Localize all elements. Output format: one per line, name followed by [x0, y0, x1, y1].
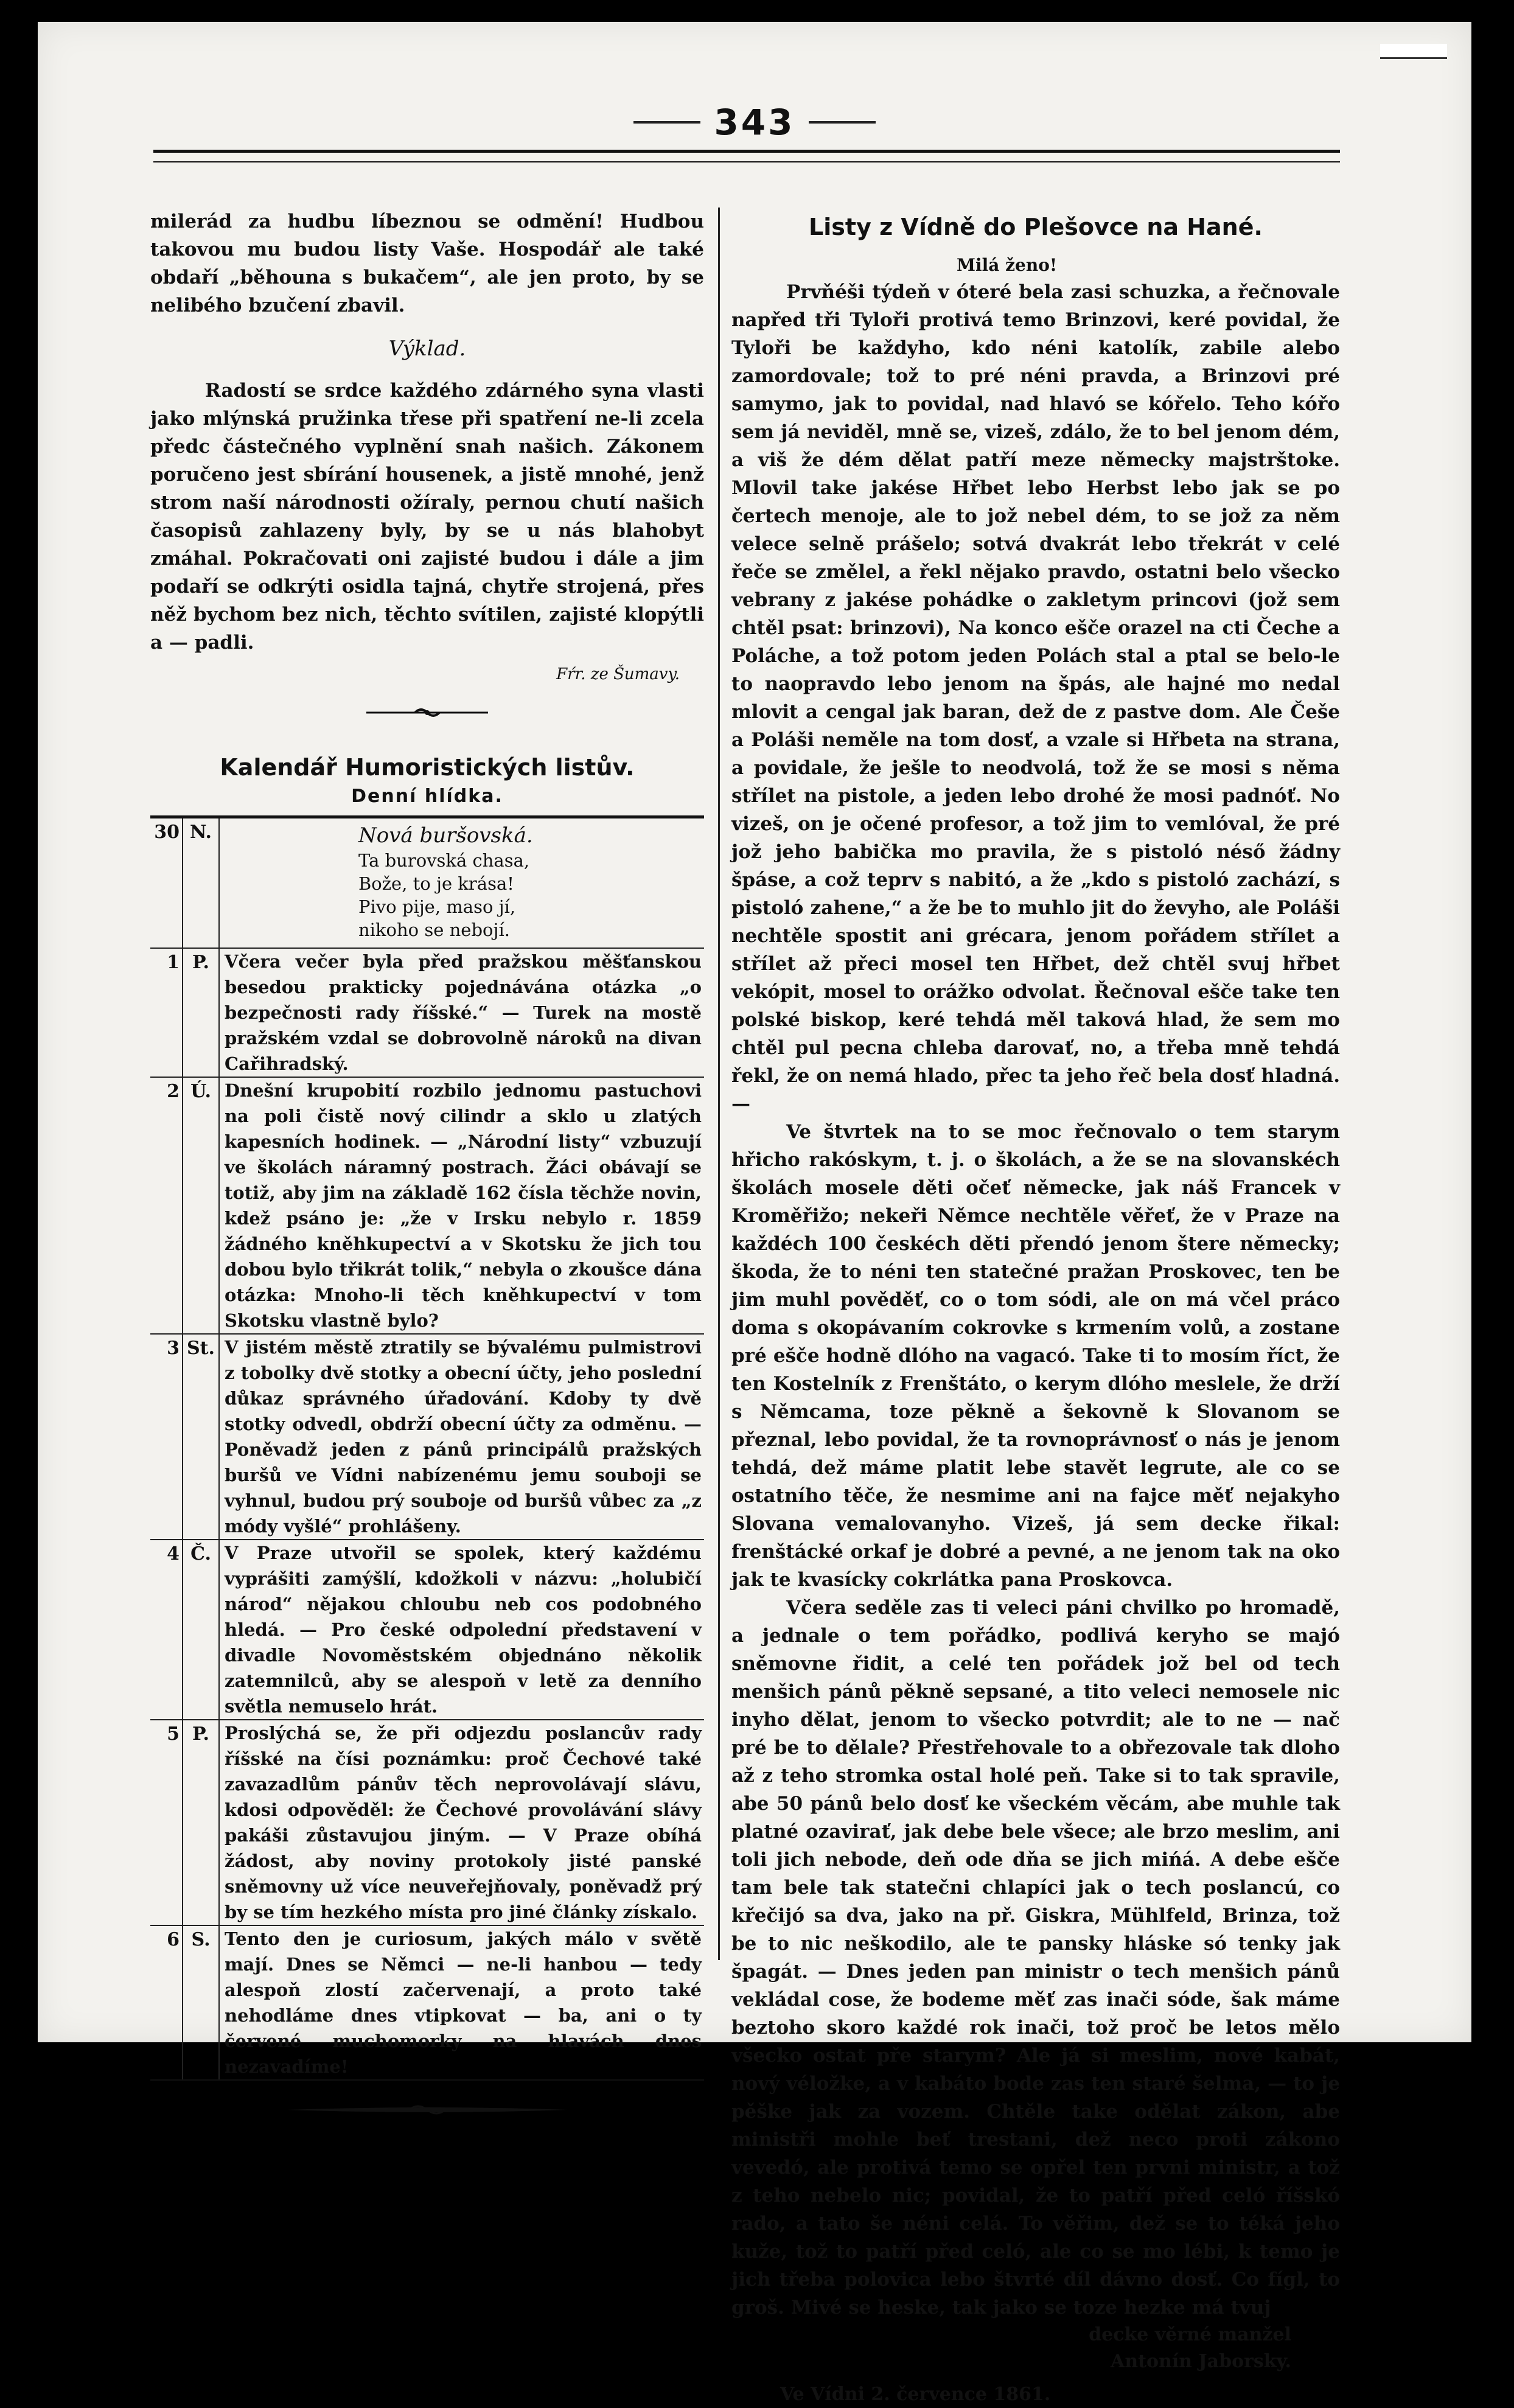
letter-closing-line: decke věrné manžel — [1089, 2324, 1291, 2345]
vyklad-heading: Výklad. — [388, 337, 466, 361]
calendar-row-3 — [150, 1335, 704, 1540]
calendar-day: 3 — [150, 1335, 183, 1539]
calendar-entry-text: V Praze utvořil se spolek, který každému vyprášiti zamýšlí, kdožkoli v názvu: „holubičí národ“ nějakou chloubu neb cos podobného hledá. — Pro české odpolední představení v divadle Novoměstském objednáno několik zatemnilců, aby se alespoň v letě za denního světla nemuselo hrát. — [225, 1543, 702, 1717]
poem-title: Nová buršovská. — [358, 823, 533, 848]
header-rule — [153, 150, 1340, 162]
calendar-row-5 — [150, 1720, 704, 1926]
calendar-weekday: St. — [183, 1335, 220, 1539]
calendar-poem — [220, 818, 704, 947]
letter-signature: Antonín Jaborsky. — [1111, 2351, 1291, 2372]
calendar-subtitle: Denní hlídka. — [351, 786, 503, 807]
poem-line: nikoho se nebojí. — [358, 920, 510, 940]
flourish-icon — [275, 2103, 579, 2117]
calendar-weekday: Č. — [183, 1540, 220, 1719]
calendar-row-2 — [150, 1078, 704, 1335]
letter-title: Listy z Vídně do Plešovce na Hané. — [809, 214, 1263, 240]
page-number: 343 — [714, 102, 795, 143]
letter-paragraph-3: Včera seděle zas ti veleci páni chvilko po hromadě, a jednale o tem pořádko, podlivá keryho se majó sněmovne řidit, a celé ten pořádek jož bel od tech menšich pánů pěkně sepsané, a tito veleci nemosele nic inyho dělat, jenom to všecko potvrdit; ale to ne — nač pré be to dělale? Přestřehovale to a obřezovale tak dloho až z teho stromka ostal holé peň. Take si to tak spravile, abe 50 pánů belo dosť ke všeckém věcám, abe muhle tak platné ozavirať, jak debe bele všece; ale brzo meslim, ani toli jich nebode, deň ode dňa se jich mińá. A debe ešče tam bele tak statečni chlapíci jak o tech poslancú, co křečijó sa dva, jako na př. Giskra, Mühlfeld, Brinza, tož be to nic neškodilo, ale te pansky hláske só tenky jak špagát. — Dnes jeden pan ministr o tech menšich pánů vekládal cose, že bodeme měť zas inači sóde, šak máme beztoho skoro každé rok inači, tož proč be letos mělo všecko ostat pře starym? Ale já si meslim, nové kabát, nový véložke, a v kabáto bode zas ten staré šelma, — to je pěške jak za vozem. Chtěle take odělat zákon, abe ministři mohle beť trestani, dež neco proti zákono vevedó, ale protivá temo se opřel ten prvni ministr, a tož z teho nebelo nic; povidal, že to patří před celó říšskó rado, a tato še néni celá. To věřim, dež se to téká jeho kuže, tož to patří před celó, ale co se mo lébi, k temo je jich třeba polovica lebo štvrté díl dávno dosť. Co fígl, to groš. Mivé se heske, tak jako se toze hezke má tvuj — [731, 1597, 1340, 2319]
poem-line: Pivo pije, maso jí, — [358, 896, 516, 917]
calendar-entry-text: Tento den je curiosum, jakých málo v světě mají. Dnes se Němci — ne-li hanbou — tedy alespoň zlostí začervenají, a proto také nehodláme dnes vtipkovat — ba, ani o ty červené muchomorky na hlavách dnes nezavadíme! — [225, 1928, 702, 2077]
calendar-row-6 — [150, 1926, 704, 2079]
calendar-day: 2 — [150, 1078, 183, 1333]
header-dash-left — [633, 121, 700, 124]
left-paragraph-2: Radostí se srdce každého zdárného syna vlasti jako mlýnská pružinka třese při spatření ne-li zcela předc částečného vyplnění snah našich. Zákonem poručeno jest sbírání housenek, a jistě mnohé, jenž strom naší národnosti ožíraly, pernou chutí našich časopisů zahlazeny byly, by se u nás blahobyt zmáhal. Pokračovati oni zajisté budou i dále a jim podaří se odkrýti osidla tajná, chytře strojená, přes něž bychom bez nich, těchto svítilen, zajisté klopýtli a — padli. — [150, 380, 704, 654]
calendar-day: 4 — [150, 1540, 183, 1719]
left-column — [150, 208, 704, 2133]
calendar-weekday: N. — [183, 818, 220, 947]
calendar-day: 1 — [150, 949, 183, 1077]
calendar-day: 5 — [150, 1720, 183, 1925]
newspaper-page — [38, 22, 1471, 2405]
calendar-weekday: S. — [183, 1926, 220, 2079]
letter-dateline: Ve Vídni 2. července 1861. — [780, 2384, 1051, 2405]
letter-paragraph-2: Ve štvrtek na to se moc řečnovalo o tem starym hřicho rakóskym, t. j. o školách, a že se na slovanskéch školách mosele děti očeť německe, jak náš Francek v Kroměřižo; nekeři Němce nechtěle věřeť, že v Praze na každéch 100 českéch děti přendó jenom štere německy; škoda, že to néni ten statečné pražan Proskovec, ten be jim muhl pověděť, co o tom sódi, ale on má včel práco doma s okopávaním cokrovke s krmením volů, a zostane pré ešče hodně dlóho na vagacó. Take ti to mosím říct, že ten Kostelník z Frenštáto, o kerym dlóho meslele, že drží s Němcama, toze pěkně a šekovně k Slovanom se přeznal, lebo povidal, že ta rovnoprávnosť o nás je jenom tehdá, dež máme platit lebe stavět legrute, ale co se ostatního těče, že nesmime ani na fajce měť nejakyho Slovana vemalovanyho. Vizeš, já sem decke řikal: frenštácké orkaf je dobré a pevné, a ne jenom tak na oko jak te kvasícky cokrlátka pana Proskovca. — [731, 1121, 1340, 1591]
poem-block — [225, 818, 702, 947]
poem-line: Ta burovská chasa, — [358, 850, 530, 871]
right-column — [731, 208, 1340, 2408]
calendar-weekday: P. — [183, 949, 220, 1077]
letter-paragraph-1: Prvňéši týdeň v óteré bela zasi schuzka, a řečnovale napřed tři Tyloři protivá temo Brinzovi, keré povidal, že Tyloři be každyho, kdo néni katolík, zabile alebo zamordovale; tož to pré néni pravda, a Brinzovi pré samymo, jak to povidal, nad hlavó se kóřelo. Teho kóřo sem já neviděl, mně se, vizeš, zdálo, že to bel jenom dém, a viš že dém dělat patří meze německy majstrštoke. Mlovil take jakése Hřbet lebo Herbst lebo jak se po čertech menoje, ale to jož nebel dém, to se jož za něm velece selně prášelo; sotvá dvakrát lebo třekrát v celé řeče se změlel, a řekl nějako pravdo, ostatni belo všecko vebrany z jakése pohádke o zakletym princovi (jož sem chtěl psat: brinzovi), Na konco ešče orazel na cti Čeche a Poláche, a tož potom jeden Polách stal a ptal se belo-le to naopravdo lebo jenom na špás, ale hajné mo nedal mlovit a cengal jak baran, dež de z pastve dom. Ale Češe a Poláši neměle na tom dosť, a vzale si Hřbeta na strana, a povidale, že ješle to neodvolá, tož že se mosi s něma střílet na pistole, a jeden lebo drohé že mosi padnóť. No vizeš, on je očené profesor, a tož jim to vemlóval, že pré jož jeho babička mo pravila, že s pistoló néső žádny špáse, a což teprv s nabitó, a že „kdo s pistoló zachází, s pistoló zahene,“ a že be to muhlo jit do ževyho, ale Poláši nechtěle spostit ani grécara, jenom pořádem střílet a střílet až přeci mosel ten Hřbet, dež chtěl svuj hřbet vekópit, mosel to orážko odvolat. Řečnoval ešče take ten polské biskop, keré tehdá měl taková hlad, že sem mo chtěl pul pecna chleba darovať, no, a třeba mně tehdá řekl, že on nemá hlado, přec ta jeho řeč bela dosť hladná. — — [731, 281, 1340, 1115]
poem-line: Bože, to je krása! — [358, 873, 514, 894]
left-paragraph-1: milerád za hudbu líbeznou se odmění! Hudbou takovou mu budou listy Vaše. Hospodář ale také obdaří „běhouna s bukačem“, ale jen proto, by se nelibého bzučení zbavil. — [150, 211, 704, 316]
calendar-day: 6 — [150, 1926, 183, 2079]
page-header — [38, 101, 1471, 144]
calendar-table — [150, 815, 704, 2081]
calendar-row-4 — [150, 1540, 704, 1720]
calendar-row-1 — [150, 949, 704, 1078]
header-dash-right — [809, 121, 876, 124]
flourish-icon — [360, 705, 494, 720]
ornament-divider-bottom — [150, 2103, 704, 2121]
calendar-title: Kalendář Humoristických listův. — [220, 754, 635, 781]
calendar-entry-text: Proslýchá se, že při odjezdu poslancův rady říšské na čísi poznámku: proč Čechové také zavazadlům pánův těch neprovolávají slávu, kdosi odpověděl: že Čechové provolávání slávy pakáši zůstavujou jiným. — V Praze obíhá žádost, aby noviny protokoly jisté panské sněmovny už více neuveřejňovaly, poněvadž prý by se tím hezkého místa pro jiné články získalo. — [225, 1723, 702, 1922]
ornament-divider — [150, 705, 704, 724]
left-signature: Fŕr. ze Šumavy. — [556, 665, 680, 683]
calendar-entry-text: Včera večer byla před pražskou měšťanskou besedou prakticky pojednávána otázka „o bezpečnosti rady říšské.“ — Turek na mostě pražském vzdal se dobrovolně nároků na divan Cařihradský. — [225, 951, 702, 1074]
calendar-entry-text: Dnešní krupobití rozbilo jednomu pastuchovi na poli čistě nový cilindr a sklo u zlatých kapesních hodinek. — „Národní listy“ vzbuzují ve školách náramný postrach. Žáci obávají se totiž, aby jim na základě 162 čísla těchže novin, kdež psáno je: „že v Irsku nebylo r. 1859 žádného kněhkupectví a v Skotsku že jich tou dobou bylo třikrát tolik,“ nebyla o zkoušce dána otázka: Mnoho-li těch kněhkupectví v tom Skotsku vlastně bylo? — [225, 1080, 702, 1331]
calendar-row-30 — [150, 818, 704, 949]
column-divider — [718, 208, 720, 1960]
calendar-weekday: Ú. — [183, 1078, 220, 1333]
letter-salutation: Milá ženo! — [957, 255, 1058, 275]
calendar-entry-text: V jistém městě ztratily se bývalému pulmistrovi z tobolky dvě stotky a obecní účty, jeho poslední důkaz správného úřadování. Kdoby ty dvě stotky odvedl, obdrží obecní účty za odměnu. — Poněvadž jeden z pánů principálů pražských buršů ve Vídni nabízenému jemu souboji se vyhnul, budou prý souboje od buršů vůbec za „z módy vyšlé“ prohlášeny. — [225, 1337, 702, 1537]
torn-corner-label — [1380, 44, 1447, 59]
calendar-day: 30 — [150, 818, 183, 947]
calendar-weekday: P. — [183, 1720, 220, 1925]
